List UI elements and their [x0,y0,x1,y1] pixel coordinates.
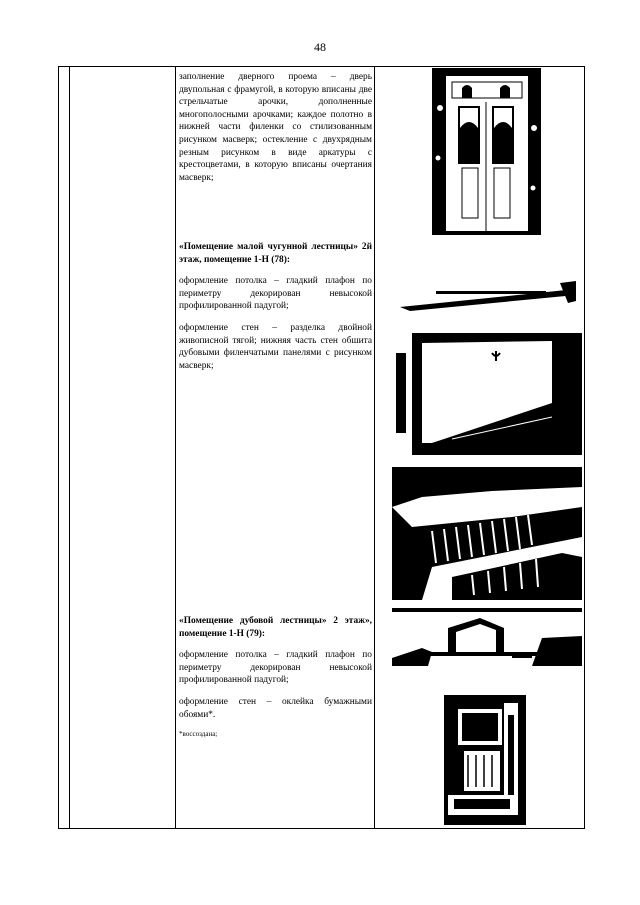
door-photo [432,68,541,235]
ceiling-photo-78 [400,281,576,314]
walls-photo-79 [444,695,526,825]
section-79-title: «Помещение дубовой лестницы» 2 этаж», помещение 1-Н (79): [179,616,372,639]
door-description-block [179,71,372,193]
column-divider-2 [175,67,176,828]
walls-photo-78 [392,333,582,455]
section-78-walls: оформление стен – разделка двойной живописной тягой; нижняя часть стен обшита дубовыми филенчатыми панелями с рисунком масверк; [179,322,372,371]
column-divider-3 [374,67,375,828]
section-79-block [179,615,372,748]
section-79-ceiling: оформление потолка – гладкий плафон по периметру декорирован невысокой профилированной падугой; [179,650,372,686]
staircase-photo-78 [392,467,582,600]
section-78-title: «Помещение малой чугунной лестницы» 2й этаж, помещение 1-Н (78): [179,242,372,265]
page-number: 48 [314,40,326,54]
section-79-footnote: *воссоздана; [179,730,218,739]
section-78-block [179,241,372,381]
section-78-ceiling: оформление потолка – гладкий плафон по периметру декорирован невысокой профилированной падугой; [179,276,372,312]
section-79-walls: оформление стен – оклейка бумажными обоями*. [179,696,372,720]
ceiling-photo-79 [392,608,582,666]
column-divider-1 [69,67,70,828]
door-description: заполнение дверного проема – дверь двупольная с фрамугой, в которую вписаны две стрельчатые арочки, дополненные многополосными арочками; каждое полотно в нижней части филенки со стилизованным рисунком масверк; остекление с двухрядным резным рисунком в виде аркатуры с крестоцветами, в которую вписаны очертания масверк; [179,72,372,183]
